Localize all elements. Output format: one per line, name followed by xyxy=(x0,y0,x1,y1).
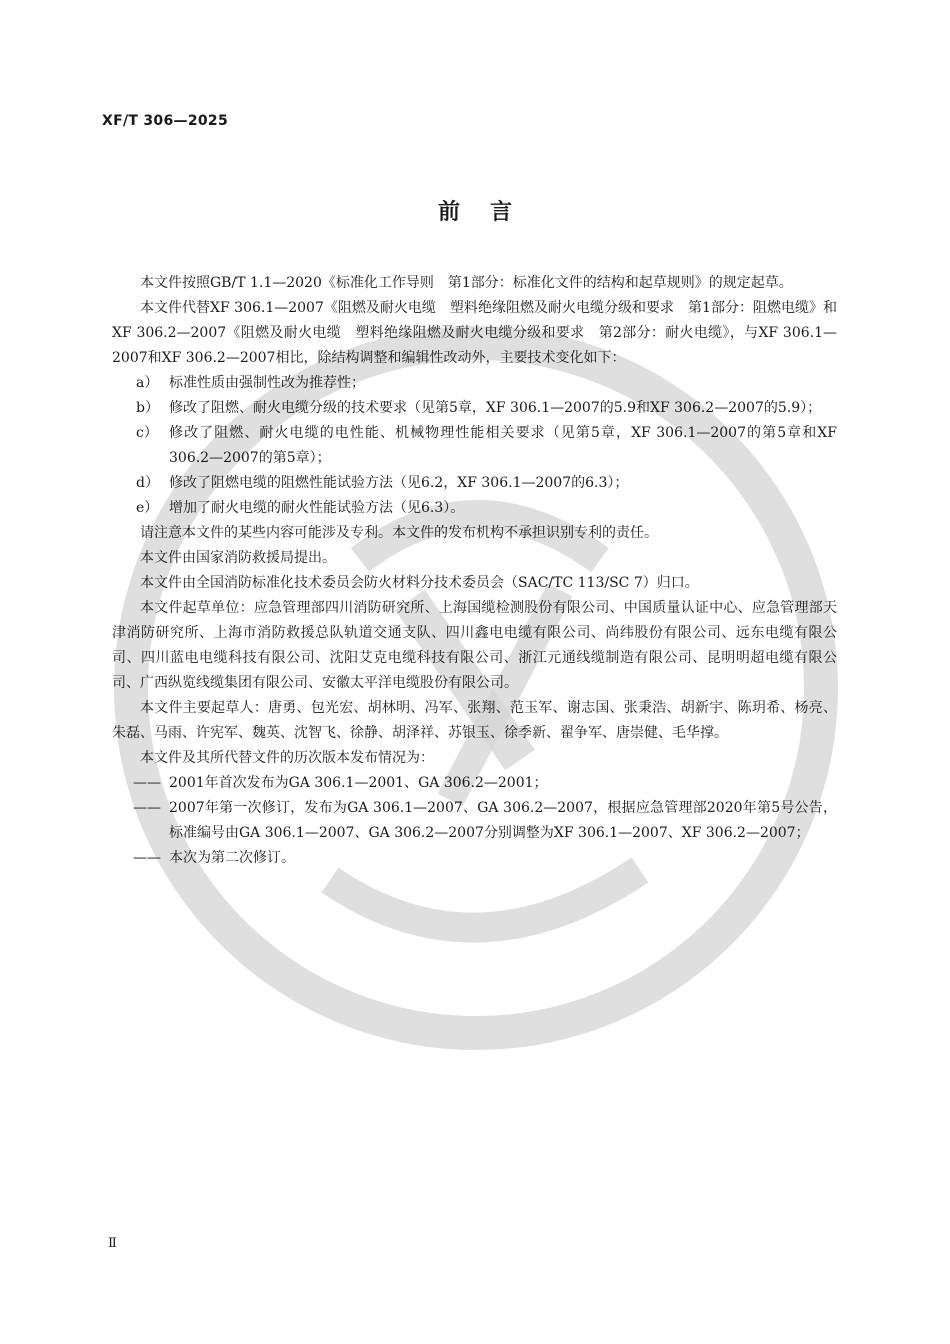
dash-label: —— xyxy=(133,800,161,816)
paragraph-drafters: 本文件主要起草人：唐勇、包光宏、胡林明、冯军、张翔、范玉军、谢志国、张秉浩、胡新宇、陈玥希、杨亮、朱磊、马雨、许宪军、魏英、沈智飞、徐静、胡泽祥、苏银玉、徐季新、翟争军、唐崇健、毛华撑。 xyxy=(112,700,837,741)
change-item-b xyxy=(112,396,837,421)
dash-label: —— xyxy=(133,775,161,791)
item-text: 修改了阻燃、耐火电缆的电性能、机械物理性能相关要求（见第5章，XF 306.1—2007的第5章和XF 306.2—2007的第5章）； xyxy=(169,425,837,466)
item-text: 修改了阻燃、耐火电缆分级的技术要求（见第5章，XF 306.1—2007的5.9和XF 306.2—2007的5.9）； xyxy=(169,400,822,416)
item-text: 增加了耐火电缆的耐火性能试验方法（见6.3）。 xyxy=(169,500,465,516)
item-label: b） xyxy=(136,400,159,416)
history-item-1 xyxy=(112,771,837,796)
item-label: c） xyxy=(136,425,158,441)
change-item-c xyxy=(112,421,837,471)
item-label: e） xyxy=(136,500,159,516)
paragraph-replacement: 本文件代替XF 306.1—2007《阻燃及耐火电缆 塑料绝缘阻燃及耐火电缆分级和要求 第1部分：阻燃电缆》和XF 306.2—2007《阻燃及耐火电缆 塑料绝缘阻燃及耐火电缆分级和要求 第2部分：耐火电缆》，与XF 306.1—2007和XF 306.2—2007相比，除结构调整和编辑性改动外，主要技术变化如下： xyxy=(112,300,837,366)
history-text: 本次为第二次修订。 xyxy=(169,850,295,866)
paragraph-drafting-units: 本文件起草单位：应急管理部四川消防研究所、上海国缆检测股份有限公司、中国质量认证中心、应急管理部天津消防研究所、上海市消防救援总队轨道交通支队、四川鑫电电缆有限公司、尚纬股份有限公司、远东电缆有限公司、四川蓝电电缆科技有限公司、沈阳艾克电缆科技有限公司、浙江元通线缆制造有限公司、昆明明超电缆有限公司、广西纵览线缆集团有限公司、安徽太平洋电缆股份有限公司。 xyxy=(112,600,837,691)
page-title: 前言 xyxy=(437,200,542,225)
page-number: Ⅱ xyxy=(108,1236,117,1251)
paragraph-history-intro: 本文件及其所代替文件的历次版本发布情况为： xyxy=(140,750,434,766)
foreword-body xyxy=(112,271,837,871)
change-item-a xyxy=(112,371,837,396)
change-item-d xyxy=(112,471,837,496)
change-item-e xyxy=(112,496,837,521)
paragraph-proposer: 本文件由国家消防救援局提出。 xyxy=(140,550,336,566)
item-text: 修改了阻燃电缆的阻燃性能试验方法（见6.2，XF 306.1—2007的6.3）； xyxy=(169,475,629,491)
history-item-2 xyxy=(112,796,837,846)
history-item-3 xyxy=(112,846,837,871)
item-label: d） xyxy=(136,475,159,491)
paragraph-drafting-basis: 本文件按照GB/T 1.1—2020《标准化工作导则 第1部分：标准化文件的结构和起草规则》的规定起草。 xyxy=(140,275,793,291)
history-text: 2001年首次发布为GA 306.1—2001、GA 306.2—2001； xyxy=(169,775,548,791)
paragraph-patent-notice: 请注意本文件的某些内容可能涉及专利。本文件的发布机构不承担识别专利的责任。 xyxy=(140,525,658,541)
item-text: 标准性质由强制性改为推荐性； xyxy=(169,375,365,391)
document-id: XF/T 306—2025 xyxy=(102,113,228,129)
history-text: 2007年第一次修订，发布为GA 306.1—2007、GA 306.2—2007，根据应急管理部2020年第5号公告，标准编号由GA 306.1—2007、GA 306.2—2007分别调整为XF 306.1—2007、XF 306.2—2007； xyxy=(169,800,837,841)
item-label: a） xyxy=(136,375,159,391)
dash-label: —— xyxy=(133,850,161,866)
paragraph-technical-committee: 本文件由全国消防标准化技术委员会防火材料分技术委员会（SAC/TC 113/SC 7）归口。 xyxy=(140,575,699,591)
